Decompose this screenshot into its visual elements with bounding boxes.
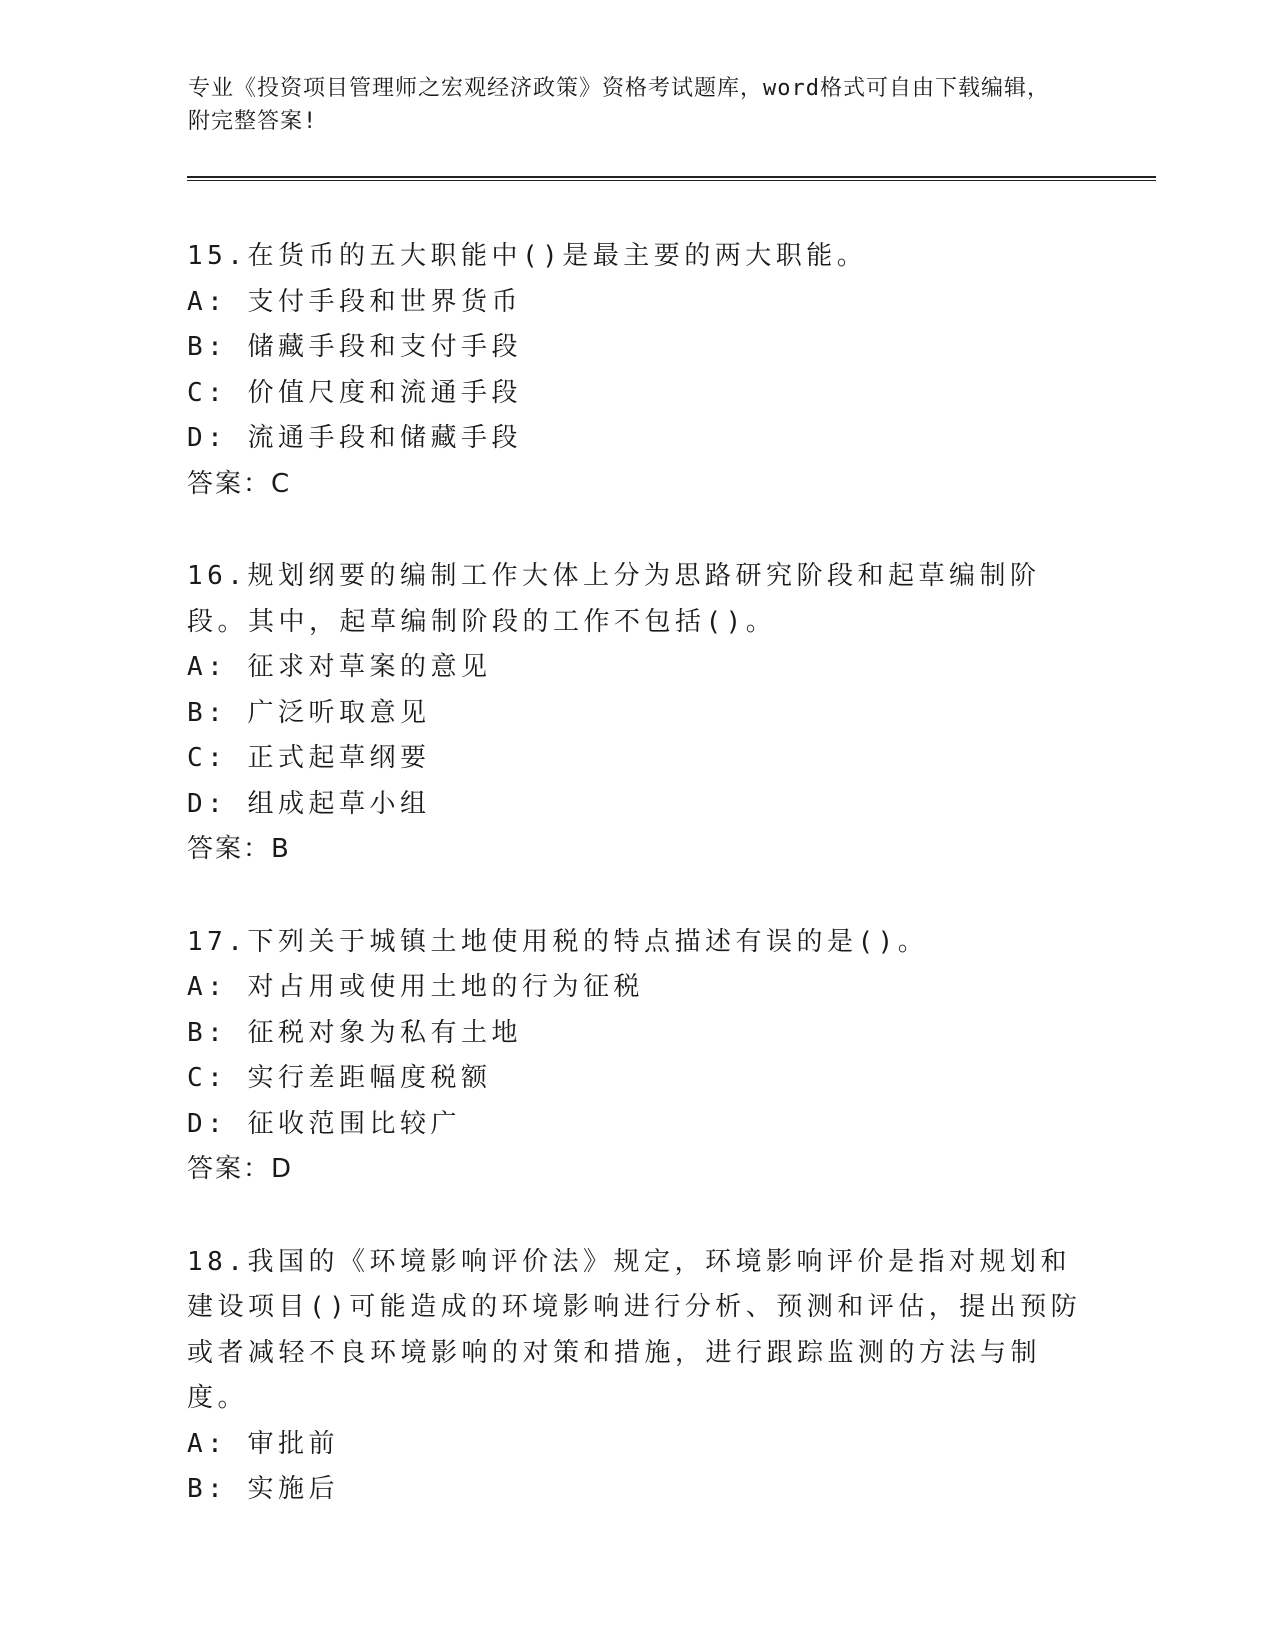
option-b: B: 广泛听取意见 bbox=[187, 697, 431, 728]
option-c: C: 正式起草纲要 bbox=[187, 743, 431, 773]
question-stem: 16.规划纲要的编制工作大体上分为思路研究阶段和起草编制阶段。其中，起草编制阶段的工作不包括()。 bbox=[187, 561, 1041, 637]
question-15 bbox=[187, 234, 1087, 507]
document-intro: 专业《投资项目管理师之宏观经济政策》资格考试题库，word格式可自由下载编辑，附完整答案! bbox=[188, 76, 1050, 134]
question-stem: 18.我国的《环境影响评价法》规定，环境影响评价是指对规划和建设项目()可能造成的环境影响进行分析、预测和评估，提出预防或者减轻不良环境影响的对策和措施，进行跟踪监测的方法与制度。 bbox=[187, 1246, 1082, 1413]
option-d: D: 组成起草小组 bbox=[187, 788, 431, 819]
option-a: A: 征求对草案的意见 bbox=[187, 652, 492, 682]
question-17 bbox=[187, 920, 1087, 1193]
option-c: C: 实行差距幅度税额 bbox=[187, 1063, 492, 1093]
option-b: B: 储藏手段和支付手段 bbox=[187, 332, 522, 362]
option-b: B: 征税对象为私有土地 bbox=[187, 1017, 522, 1048]
question-list bbox=[187, 234, 1087, 1560]
question-stem: 17.下列关于城镇土地使用税的特点描述有误的是()。 bbox=[187, 926, 929, 957]
option-b: B: 实施后 bbox=[187, 1474, 339, 1504]
option-c: C: 价值尺度和流通手段 bbox=[187, 377, 522, 408]
answer-label: 答案：C bbox=[187, 468, 292, 499]
question-stem: 15.在货币的五大职能中()是最主要的两大职能。 bbox=[187, 241, 868, 271]
option-a: A: 对占用或使用土地的行为征税 bbox=[187, 972, 644, 1002]
option-a: A: 审批前 bbox=[187, 1428, 339, 1459]
question-18 bbox=[187, 1240, 1087, 1513]
option-a: A: 支付手段和世界货币 bbox=[187, 286, 522, 317]
answer-label: 答案：D bbox=[187, 1154, 294, 1184]
header-divider bbox=[187, 176, 1156, 181]
option-d: D: 流通手段和储藏手段 bbox=[187, 423, 522, 453]
answer-label: 答案：B bbox=[187, 834, 291, 864]
question-16 bbox=[187, 554, 1087, 873]
option-d: D: 征收范围比较广 bbox=[187, 1108, 461, 1139]
